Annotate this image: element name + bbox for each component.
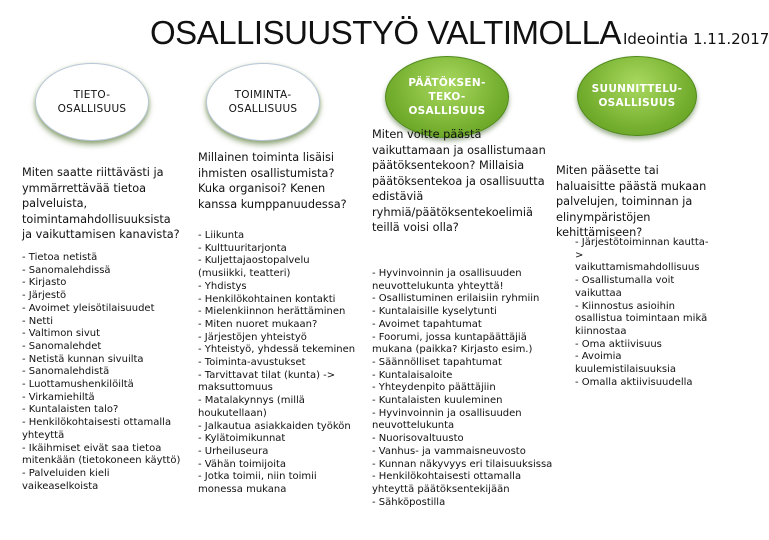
list-item: - Sanomalehdissä (22, 264, 111, 276)
list-item: - Sanomalehdistä (22, 366, 110, 378)
oval-toiminta-osallisuus (206, 63, 320, 141)
list-item: - Virkamiehiltä (22, 391, 95, 403)
list-item: - Kylätoimikunnat (198, 433, 286, 445)
list-item: - Järjestö (22, 290, 67, 302)
list-item: - Tietoa netistä (22, 252, 98, 263)
list-item: - Urheiluseura (198, 445, 269, 457)
list-item: - Luottamushenkilöiltä (22, 379, 134, 391)
question-tieto: Miten saatte riittävästi ja ymmärrettävää tietoa palveluista, toimintamahdollisuuksista ja vaikuttamisen kanavista? (22, 166, 180, 241)
list-item: - Toiminta-avustukset (198, 357, 306, 369)
list-item: - Järjestöjen yhteistyö (198, 331, 307, 343)
oval-paatoksenteko-osallisuus (385, 56, 509, 138)
list-item: - Netti (22, 315, 54, 327)
list-item: - Jalkautua asiakkaiden työkön (198, 420, 351, 432)
oval-tieto-osallisuus (35, 63, 149, 141)
list-item: - Oma aktiivisuus (575, 338, 662, 350)
subtitle: Ideointia 1.11.2017 (622, 30, 769, 48)
list-toiminta (198, 230, 358, 497)
list-item: - Kulttuuritarjonta (198, 242, 287, 254)
list-item: - Osallistuminen erilaisiin ryhmiin (372, 293, 540, 305)
oval-label: PÄÄTÖKSEN- TEKO- OSALLISUUS (408, 76, 486, 118)
list-tieto (22, 252, 182, 493)
list-item: - Hyvinvoinnin ja osallisuuden neuvottelukunta (372, 407, 522, 432)
list-suunnittelu (575, 237, 710, 389)
list-item: - Osallistumalla voit vaikuttaa (575, 275, 675, 299)
list-item: - Jotka toimii, niin toimii monessa mukana (198, 471, 317, 496)
list-item: - Säännölliset tapahtumat (372, 356, 502, 368)
oval-label: TOIMINTA- OSALLISUUS (228, 88, 298, 115)
list-item: - Omalla aktiivisuudella (575, 376, 693, 388)
list-item: - Liikunta (198, 230, 245, 241)
list-item: - Järjestötoiminnan kautta-> vaikuttamismahdollisuus (575, 237, 709, 274)
list-item: - Vanhus- ja vammaisneuvosto (372, 445, 526, 457)
list-item: - Kuntalaisaloite (372, 369, 453, 381)
list-item: - Kunnan näkyvyys eri tilaisuuksissa (372, 458, 553, 470)
oval-suunnittelu-osallisuus (577, 56, 697, 136)
list-item: - Sähköpostilla (372, 496, 446, 508)
list-item: - Nuorisovaltuusto (372, 433, 464, 445)
list-item: - Yhteydenpito päättäjiin (372, 382, 496, 394)
list-item: - Hyvinvoinnin ja osallisuuden neuvottelukunta yhteyttä! (372, 268, 522, 292)
list-item: - Sanomalehdet (22, 340, 102, 352)
list-item: - Kuljettajaostopalvelu (musiikki, teatteri) (198, 255, 310, 280)
question-toiminta: Millainen toiminta lisäisi ihmisten osallistumista? Kuka organisoi? Kenen kanssa kumppanuudessa? (198, 151, 347, 211)
list-item: - Kuntalaisten talo? (22, 404, 119, 416)
list-item: - Henkilökohtaisesti ottamalla yhteyttä päätöksentekijään (372, 471, 522, 495)
list-item: - Kuntalaisille kyselytunti (372, 306, 497, 318)
list-item: - Netistä kunnan sivuilta (22, 353, 144, 365)
list-item: - Foorumi, jossa kuntapäättäjiä mukana (paikka? Kirjasto esim.) (372, 331, 533, 356)
oval-label: SUUNNITTELU- OSALLISUUS (591, 82, 683, 109)
list-item: - Mielenkiinnon herättäminen (198, 306, 346, 318)
page-title (150, 14, 769, 52)
list-item: - Avoimet tapahtumat (372, 318, 482, 330)
list-item: - Avoimet yleisötilaisuudet (22, 302, 155, 314)
question-paatoksenteko: Miten voitte päästä vaikuttamaan ja osallistumaan päätöksentekoon? Millaisia päätöksentekoa ja osallisuutta edistäviä ryhmiä/päätöksentekoelimiä teillä voisi olla? (372, 128, 546, 234)
list-item: - Kuntalaisten kuuleminen (372, 395, 503, 407)
oval-label: TIETO- OSALLISUUS (57, 88, 127, 115)
list-item: - Henkilökohtainen kontakti (198, 293, 336, 305)
list-paatoksenteko (372, 268, 560, 509)
list-item: - Kirjasto (22, 277, 67, 289)
list-item: - Miten nuoret mukaan? (198, 318, 318, 330)
list-item: - Kiinnostus asioihin osallistua toimintaan mikä kiinnostaa (575, 300, 708, 337)
list-item: - Vähän toimijoita (198, 458, 287, 470)
list-item: - Palveluiden kieli vaikeaselkoista (22, 467, 110, 492)
main-title: OSALLISUUSTYÖ VALTIMOLLA (150, 14, 621, 51)
question-suunnittelu: Miten pääsette tai haluaisitte päästä mukaan palvelujen, toiminnan ja elinympäristöjen kehittämiseen? (556, 164, 707, 239)
list-item: - Valtimon sivut (22, 328, 100, 340)
list-item: - Henkilökohtaisesti ottamalla yhteyttä (22, 417, 172, 441)
list-item: - Yhdistys (198, 280, 247, 292)
list-item: - Yhteistyö, yhdessä tekeminen (198, 344, 356, 356)
list-item: - Tarvittavat tilat (kunta) -> maksuttomuus (198, 369, 336, 394)
list-item: - Avoimia kuulemistilaisuuksia (575, 351, 676, 376)
list-item: - Matalakynnys (millä houkutellaan) (198, 395, 305, 419)
list-item: - Ikäihmiset eivät saa tietoa mitenkään (tietokoneen käyttö) (22, 442, 181, 467)
